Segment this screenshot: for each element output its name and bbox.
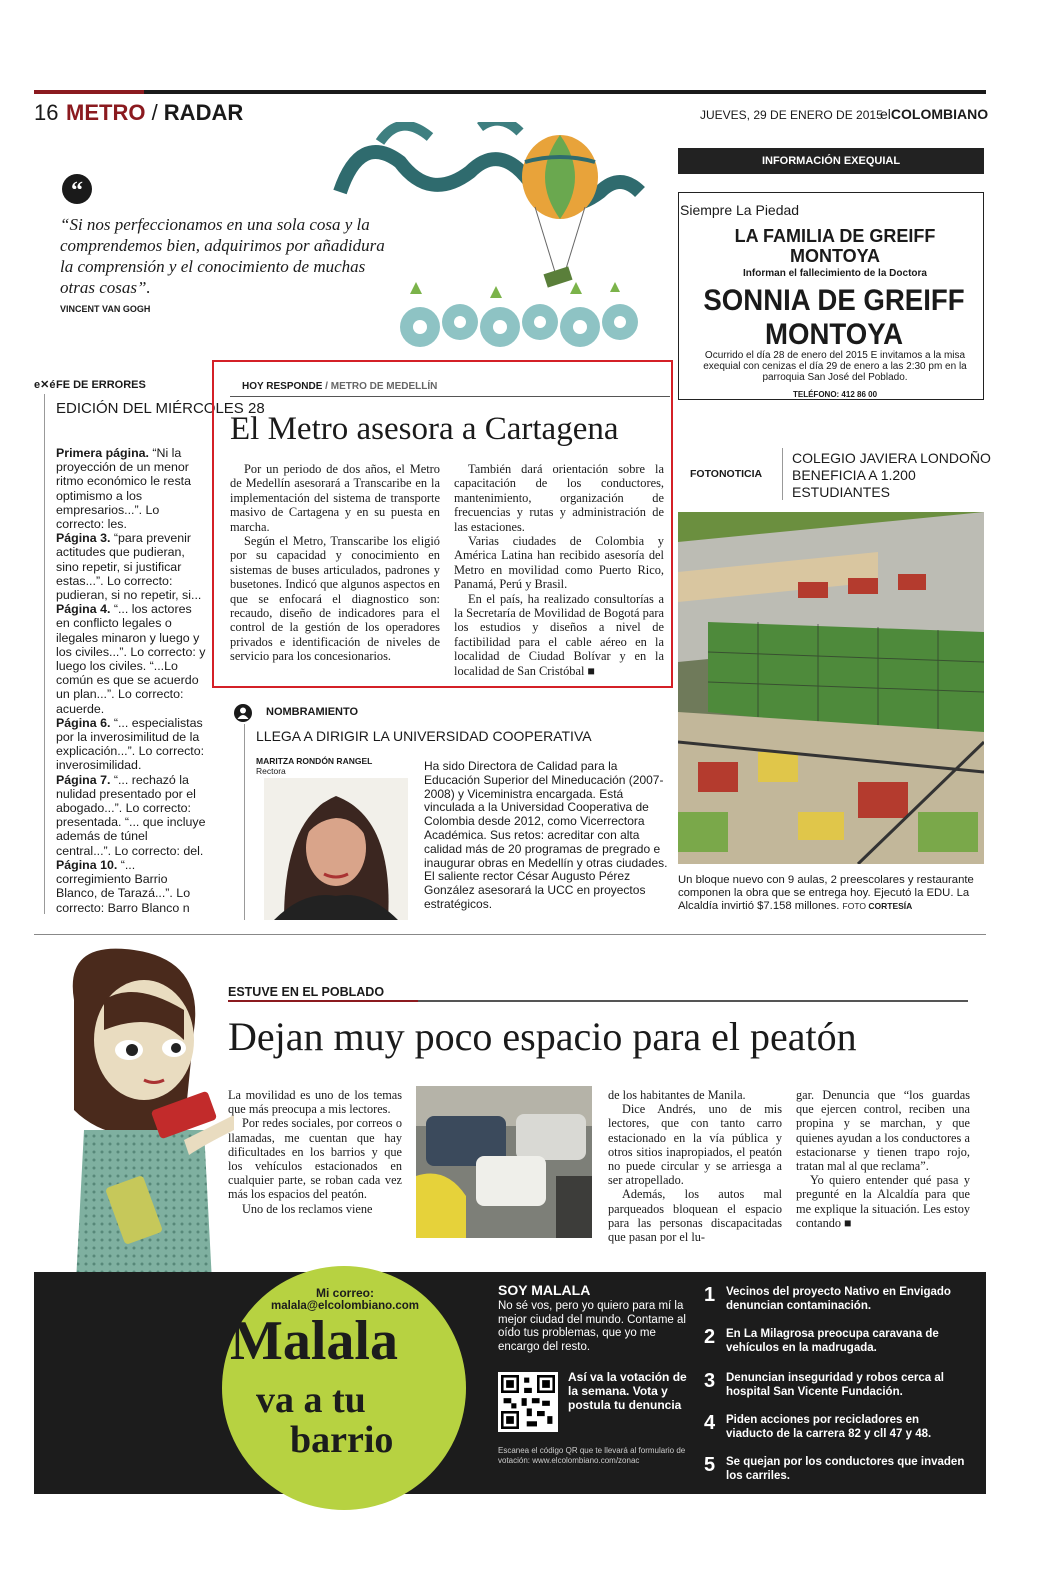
obituary-inform: Informan el fallecimiento de la Doctora (743, 268, 927, 279)
errata-item: Página 4. “... los actores en conflicto legales o ilegales minaron y luego y los civiles...”. Lo correcto: y luego los civiles. “...Lo común es que se acuerdo un plan...”. Lo correcto: acuerde. (56, 602, 206, 716)
article-column-1: Por un periodo de dos años, el Metro de Medellín asesorará a Transcaribe en la implementación del sistema de transporte masivo de Cartagena y en su puesta en marcha. Según el Metro, Transcaribe los eligió por su capacidad y conocimiento en sistemas de buses articulados, padrones y busetones. Indicó que algunos aspectos en que se enfocará el diagnostico son: recaudo, diseño de indicadores para el control de la gestión de los operadores privados e identificación de niveles de servicio para los concesionarios. (230, 462, 440, 664)
appointment-body: Ha sido Directora de Calidad para la Educación Superior del Mineducación (2007-2008) y Viceministra encargada. Está vinculada a la Universidad Cooperativa de Colombia desde 2012, como Vicerrectora Académica. Sus retos: acreditar con alta calidad más de 20 programas de pregrado e inaugurar obras en Medellín y otras ciudades. El saliente rector César Augusto Pérez González asesorará la UCC en proyectos estratégicos. (424, 759, 668, 911)
obituary-details: Ocurrido el día 28 de enero del 2015 E invitamos a la misa exequial con cenizas el día 29 de enero a las 2:30 pm en la parroquia San José del Poblado. (703, 350, 967, 383)
article-kicker: HOY RESPONDE / METRO DE MEDELLÍN (242, 381, 438, 392)
quote-text: “Si nos perfeccionamos en una sola cosa y la comprendemos bien, adquirimos por añadidura la comprensión y el conocimiento de muchas otras cosas”. (60, 215, 385, 297)
errata-heading: e✕éFE DE ERRORES (34, 379, 146, 391)
appointment-kicker: NOMBRAMIENTO (266, 706, 359, 718)
errata-item: Primera página. “Ni la proyección de un menor ritmo económico le resta optimismo a los empresarios...”. Lo correcto: les. (56, 446, 191, 532)
section-name: METRO (66, 100, 146, 125)
quote-icon: “ (62, 174, 92, 204)
photo-news-title[interactable]: COLEGIO JAVIERA LONDOÑO BENEFICIA A 1.200 ESTUDIANTES (792, 450, 991, 500)
soy-malala-heading: SOY MALALA (498, 1282, 591, 1298)
article-headline[interactable]: El Metro asesora a Cartagena (230, 411, 619, 447)
photo-news-caption: Un bloque nuevo con 9 aulas, 2 preescolares y restaurante componen la obra que se entrega hoy. Ejecutó la EDU. La Alcaldía invirtió $7.158 millones. FOTO CORTESÍA (678, 874, 974, 913)
appointment-person: MARITZA RONDÓN RANGEL Rectora (256, 756, 373, 776)
mail-label: Mi correo: (315, 1286, 374, 1300)
ranking-item[interactable]: 5 Se quejan por los conductores que invaden los carriles. (704, 1454, 965, 1482)
section-divider (34, 934, 986, 935)
ranking-item[interactable]: 4 Piden acciones por recicladores en viaducto de la carrera 82 y cll 47 y 48. (704, 1412, 932, 1440)
column-text-3: gar. Denuncia que “los guardas que ejercen control, reciben una propina y se marchan, y que quienes ayudan a los conductores a estacionarse y tienen trapo rojo, tratan mal al que reclama”. Yo quiero entender qué pasa y pregunté en la Alcaldía para que me explique la situación. Les estoy contando ■ (796, 1088, 970, 1230)
portrait-photo (264, 778, 408, 920)
appointment-title[interactable]: LLEGA A DIRIGIR LA UNIVERSIDAD COOPERATIVA (256, 728, 592, 744)
header-rule (34, 90, 986, 94)
obituary-phone: TELÉFONO: 412 86 00 (792, 390, 878, 399)
vote-text: Así va la votación de la semana. Vota y postula tu denuncia (568, 1370, 687, 1412)
errata-item: Página 10. “... corregimiento Barrio Blanco, de Tarazá...”. Lo correcto: Barro Blanco n (56, 857, 191, 915)
photo-news-kicker: FOTONOTICIA (690, 468, 763, 480)
column-headline[interactable]: Dejan muy poco espacio para el peatón (228, 1014, 857, 1059)
errata-item: Página 6. “... especialistas por la inverosimilitud de la explicación...”. Lo correcto: inverosimilidad. (56, 715, 205, 773)
page-number: 16 (34, 100, 59, 125)
column-rule (228, 1000, 968, 1002)
obituary-family: LA FAMILIA DE GREIFF MONTOYA (734, 226, 936, 266)
malala-subtitle-2: barrio (290, 1419, 394, 1461)
qr-code-icon[interactable] (498, 1372, 558, 1432)
malala-subtitle-1: va a tu (256, 1379, 366, 1421)
soy-malala-text: No sé vos, pero yo quiero para mí la mejor ciudad del mundo. Contame al oído tus problemas, que yo me encargo del resto. (498, 1300, 686, 1353)
issue-date: JUEVES, 29 DE ENERO DE 2015 (700, 108, 883, 122)
ranking-item[interactable]: 2 En La Milagrosa preocupa caravana de vehículos en la madrugada. (704, 1326, 939, 1354)
obituary-name: SONNIA DE GREIFF MONTOYA (703, 284, 965, 351)
errata-item: Página 3. “para prevenir actitudes que pudieran, sino repetir, si justificar estas...”. Lo correcto: pudieran, si no repetir, si... (56, 531, 202, 603)
ranking-item[interactable]: 3 Denuncian inseguridad y robos cerca al hospital San Vicente Fundación. (704, 1370, 944, 1398)
errata-edition: EDICIÓN DEL MIÉRCOLES 28 (56, 400, 265, 417)
funeral-brand: Siempre La Piedad (680, 202, 800, 218)
appointment-rule (244, 724, 245, 920)
errata-list (56, 446, 206, 915)
errata-item: Página 7. “... rechazó la nulidad presentado por el abogado...”. Lo correcto: presentada. “... que incluye además de túnel central...”. Lo correcto: del. (56, 772, 206, 858)
gears-balloon-illustration (330, 122, 660, 354)
scan-instructions: Escanea el código QR que te llevará al formulario de votación: www.elcolombiano.com/zonac (498, 1446, 686, 1465)
article-column-2: También dará orientación sobre la capacitación de los conductores, mantenimiento, organización de frecuencias y rutas y administración de las estaciones. Varias ciudades de Colombia y América Latina han recibido asesoría del Metro en movilidad como Puerto Rico, Panamá, Perú y Brasil. En el país, ha realizado consultorías a la Secretaría de Movilidad de Bogotá para los estudios y diseños a nivel de factibilidad para el cable aéreo en la localidad de Ciudad Bolívar y en la localidad de San Cristóbal ■ (454, 462, 664, 678)
column-kicker: ESTUVE EN EL POBLADO (228, 985, 385, 999)
malala-title: Malala (230, 1310, 398, 1372)
newspaper-logo: elCOLOMBIANO (880, 106, 989, 122)
section-separator: / (145, 100, 164, 125)
column-text-2: de los habitantes de Manila. Dice Andrés, uno de mis lectores, que con tanto carro estacionado en la vía pública y otros sitios inapropiados, el peatón no puede circular y se arriesga a ser atropellado. Además, los autos mal parqueados bloquean el espacio para las personas discapacitadas que pasan por el lu- (608, 1088, 782, 1245)
column-text-1: La movilidad es uno de los temas que más preocupa a mis lectores. Por redes sociales, por correos o llamadas, me cuentan que hay dificultades en los barrios y que los vehículos estacionados en cualquier parte, se roban cada vez más los espacios del peatón. Uno de los reclamos viene (228, 1088, 402, 1216)
errata-icon: e✕é (34, 379, 56, 391)
photo-news-rule (782, 448, 783, 500)
school-building-photo (678, 512, 984, 864)
parked-cars-photo (416, 1086, 592, 1238)
errata-rule (44, 394, 45, 914)
quote-author: VINCENT VAN GOGH (60, 304, 151, 314)
subsection-name: RADAR (163, 100, 244, 125)
person-icon (234, 704, 252, 722)
mail-address-link[interactable]: malala@elcolombiano.com (271, 1300, 419, 1312)
ranking-item[interactable]: 1 Vecinos del proyecto Nativo en Envigado denuncian contaminación. (704, 1284, 951, 1312)
section-title[interactable] (66, 100, 243, 126)
obituary-header: INFORMACIÓN EXEQUIAL (678, 148, 984, 174)
article-rule (230, 396, 670, 397)
